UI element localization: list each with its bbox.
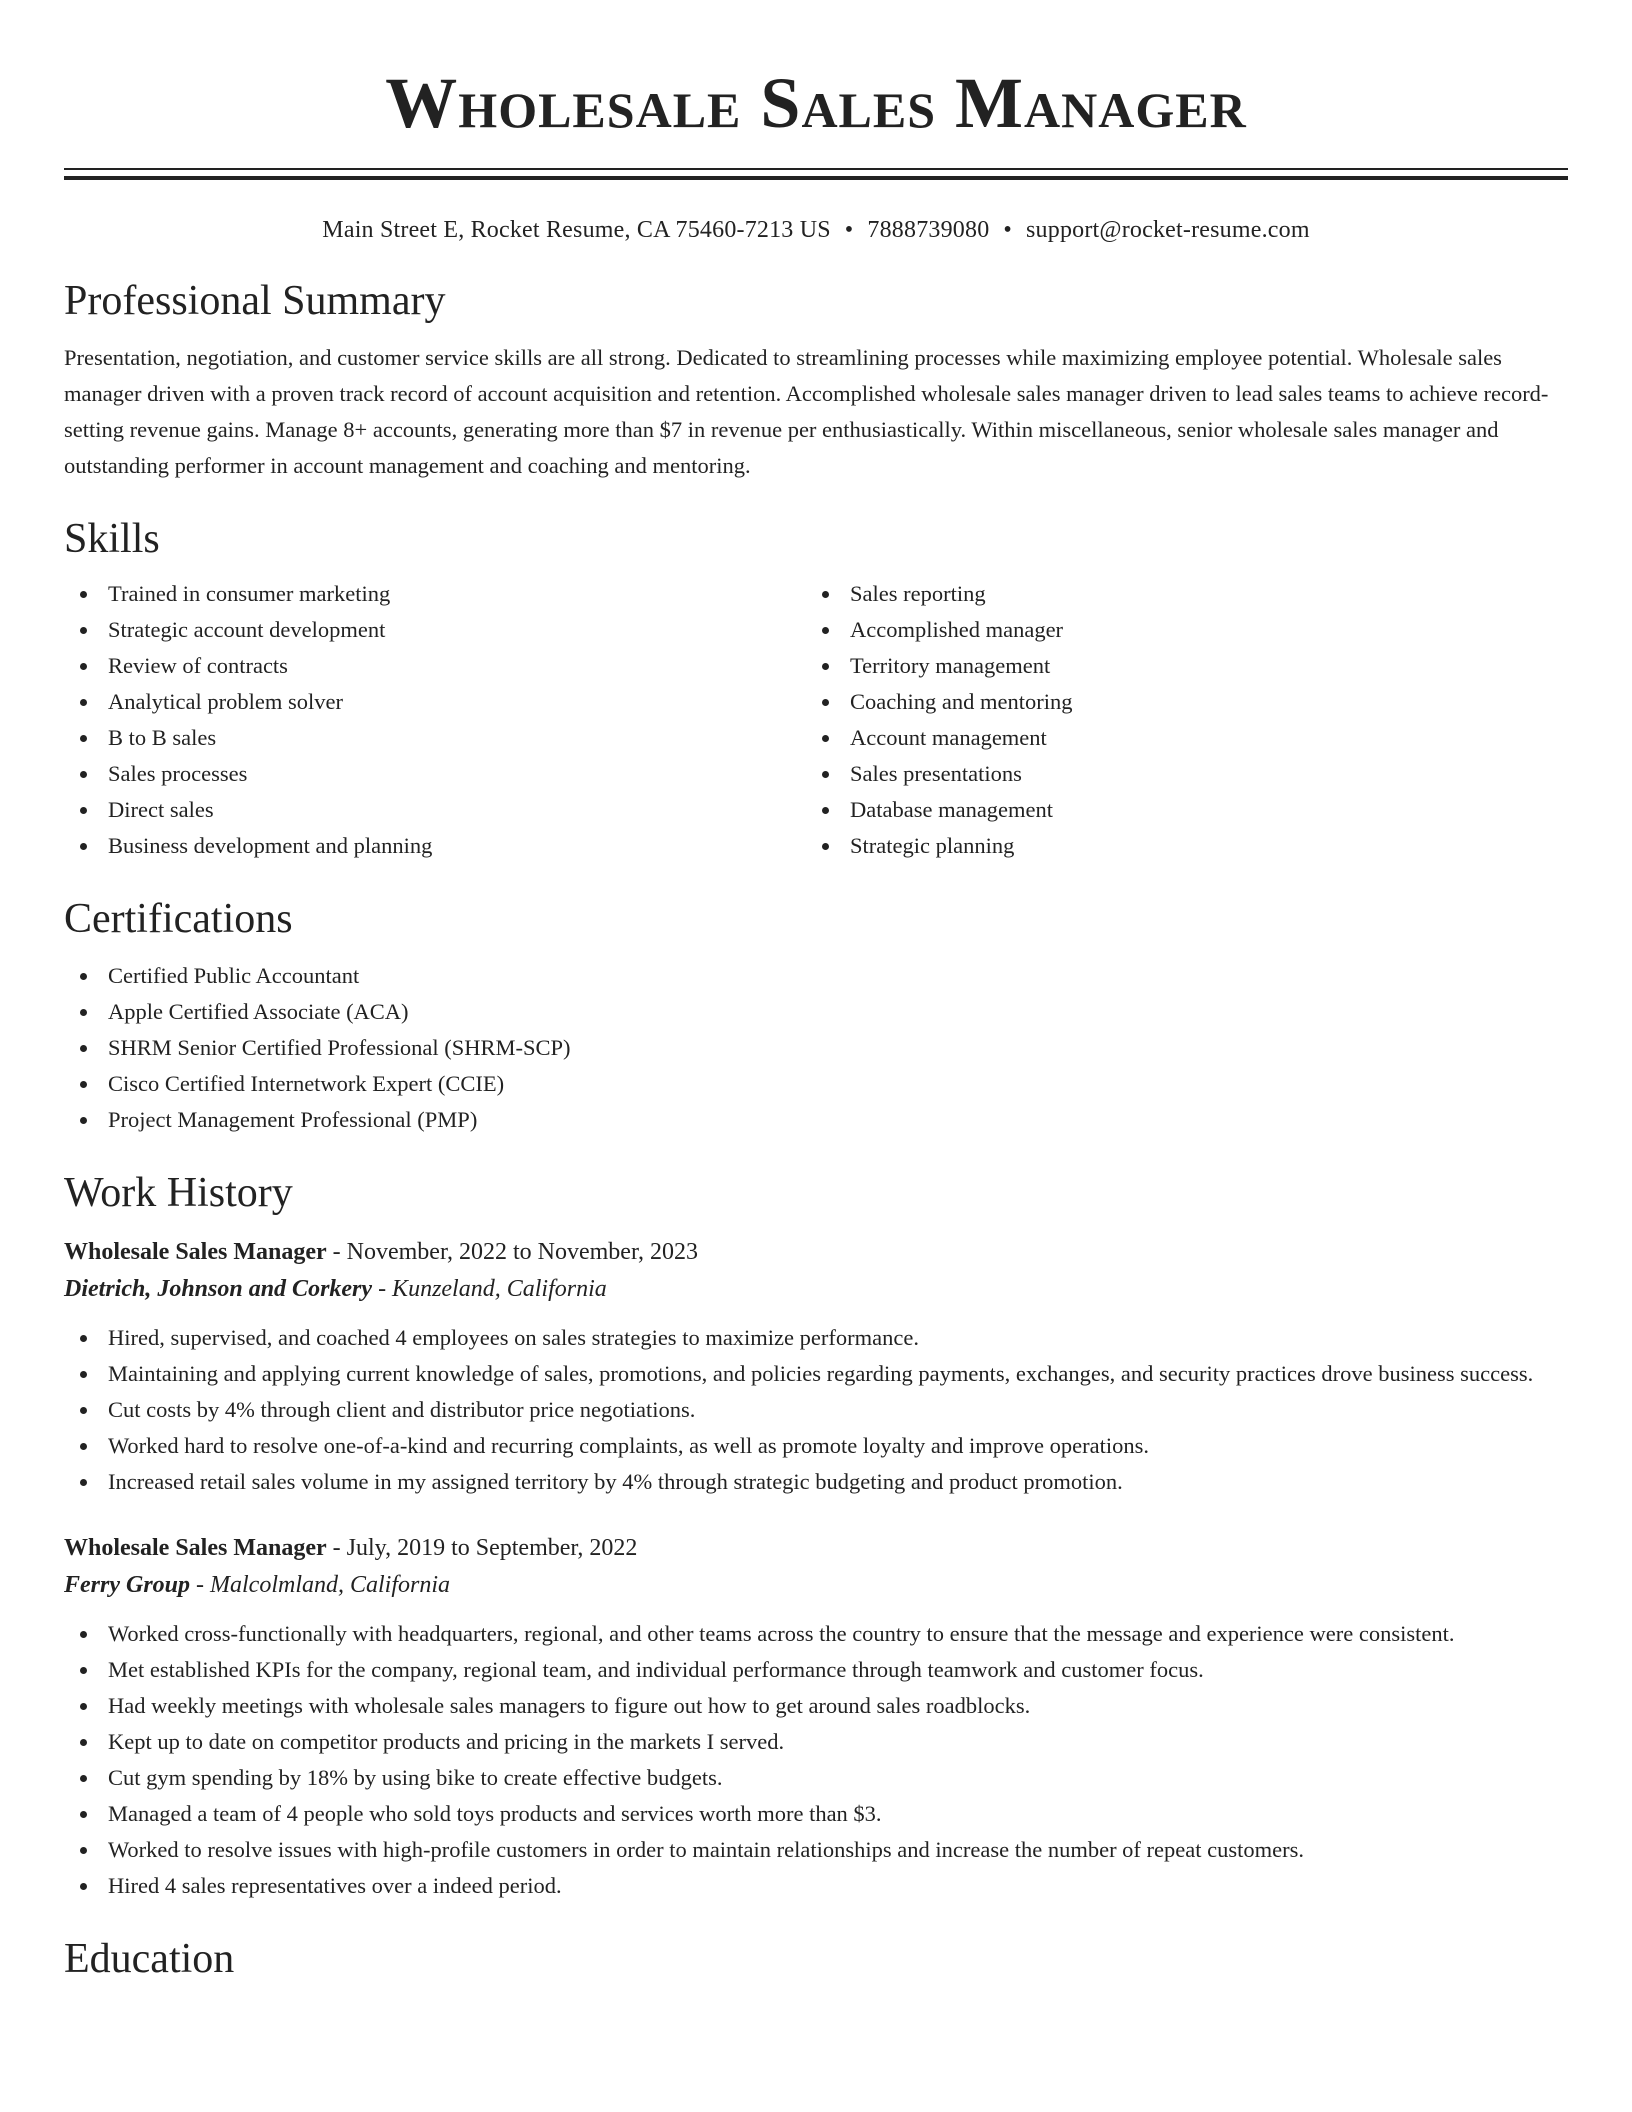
contact-phone: 7888739080 xyxy=(867,217,990,243)
section-heading-skills: Skills xyxy=(64,516,160,562)
certification-item: Cisco Certified Internetwork Expert (CCIE) xyxy=(64,1066,1568,1102)
skill-item: Strategic account development xyxy=(64,612,806,648)
job-title-line xyxy=(64,1234,1568,1270)
candidate-name: Wholesale Sales Manager xyxy=(385,63,1247,143)
skills-section xyxy=(64,512,1568,864)
skills-columns xyxy=(64,576,1568,864)
job-title-line xyxy=(64,1530,1568,1566)
job-bullet: Met established KPIs for the company, regional team, and individual performance through teamwork and customer focus. xyxy=(64,1652,1568,1688)
education-section xyxy=(64,1932,1568,1986)
employer-line xyxy=(64,1270,1568,1308)
skill-item: Business development and planning xyxy=(64,828,806,864)
job-bullet: Worked to resolve issues with high-profile customers in order to maintain relationships and increase the number of repeat customers. xyxy=(64,1832,1568,1868)
contact-line xyxy=(64,214,1568,246)
skill-item: Sales processes xyxy=(64,756,806,792)
job-dates: - July, 2019 to September, 2022 xyxy=(326,1535,638,1561)
job-title: Wholesale Sales Manager xyxy=(64,1535,327,1561)
resume-page xyxy=(64,0,1568,1986)
professional-summary-section xyxy=(64,274,1568,484)
work-history-section xyxy=(64,1166,1568,1904)
skill-item: Territory management xyxy=(806,648,1548,684)
job-bullet: Hired, supervised, and coached 4 employees on sales strategies to maximize performance. xyxy=(64,1320,1568,1356)
job-bullet: Cut gym spending by 18% by using bike to create effective budgets. xyxy=(64,1760,1568,1796)
employer-name: Dietrich, Johnson and Corkery xyxy=(64,1276,373,1302)
section-heading-certifications: Certifications xyxy=(64,896,293,942)
certification-item: Apple Certified Associate (ACA) xyxy=(64,994,1568,1030)
job-bullet: Managed a team of 4 people who sold toys products and services worth more than $3. xyxy=(64,1796,1568,1832)
job-bullet: Increased retail sales volume in my assigned territory by 4% through strategic budgeting and product promotion. xyxy=(64,1464,1568,1500)
skills-column-left xyxy=(64,576,806,864)
job-title: Wholesale Sales Manager xyxy=(64,1239,327,1265)
employer-location: - Malcolmland, California xyxy=(190,1572,451,1598)
job-bullet: Kept up to date on competitor products and pricing in the markets I served. xyxy=(64,1724,1568,1760)
skill-item: Sales reporting xyxy=(806,576,1548,612)
contact-address: Main Street E, Rocket Resume, CA 75460-7213 US xyxy=(322,217,831,243)
header-divider-thick xyxy=(64,176,1568,180)
job-bullet: Hired 4 sales representatives over a indeed period. xyxy=(64,1868,1568,1904)
skill-item: Sales presentations xyxy=(806,756,1548,792)
skills-column-right xyxy=(806,576,1548,864)
header-divider-thin xyxy=(64,168,1568,170)
skill-item: Coaching and mentoring xyxy=(806,684,1548,720)
skill-item: Strategic planning xyxy=(806,828,1548,864)
certification-item: Project Management Professional (PMP) xyxy=(64,1102,1568,1138)
job-bullet: Cut costs by 4% through client and distributor price negotiations. xyxy=(64,1392,1568,1428)
section-heading-education: Education xyxy=(64,1936,235,1982)
skill-item: B to B sales xyxy=(64,720,806,756)
skill-item: Database management xyxy=(806,792,1548,828)
job-entry xyxy=(64,1234,1568,1500)
job-entry xyxy=(64,1530,1568,1904)
skill-item: Direct sales xyxy=(64,792,806,828)
skill-item: Accomplished manager xyxy=(806,612,1548,648)
certification-list xyxy=(64,958,1568,1138)
section-heading-work-history: Work History xyxy=(64,1170,293,1216)
certification-item: SHRM Senior Certified Professional (SHRM-SCP) xyxy=(64,1030,1568,1066)
job-bullet: Worked hard to resolve one-of-a-kind and recurring complaints, as well as promote loyalty and improve operations. xyxy=(64,1428,1568,1464)
employer-name: Ferry Group xyxy=(64,1572,191,1598)
job-bullets xyxy=(64,1320,1568,1500)
job-bullet: Had weekly meetings with wholesale sales managers to figure out how to get around sales roadblocks. xyxy=(64,1688,1568,1724)
summary-text: Presentation, negotiation, and customer service skills are all strong. Dedicated to streamlining processes while maximizing employee potential. Wholesale sales manager driven with a proven track record of account acquisition and retention. Accomplished wholesale sales manager driven to lead sales teams to achieve record-setting revenue gains. Manage 8+ accounts, generating more than $7 in revenue per enthusiastically. Within miscellaneous, senior wholesale sales manager and outstanding performer in account management and coaching and mentoring. xyxy=(64,345,1549,478)
section-heading-summary: Professional Summary xyxy=(64,278,446,324)
job-bullet: Worked cross-functionally with headquarters, regional, and other teams across the country to ensure that the message and experience were consistent. xyxy=(64,1616,1568,1652)
skill-item: Account management xyxy=(806,720,1548,756)
contact-separator: • xyxy=(844,217,854,243)
certifications-section xyxy=(64,892,1568,1138)
skill-item: Analytical problem solver xyxy=(64,684,806,720)
contact-separator: • xyxy=(1003,217,1013,243)
certification-item: Certified Public Accountant xyxy=(64,958,1568,994)
skill-item: Review of contracts xyxy=(64,648,806,684)
job-bullets xyxy=(64,1616,1568,1904)
skill-item: Trained in consumer marketing xyxy=(64,576,806,612)
employer-line xyxy=(64,1566,1568,1604)
employer-location: - Kunzeland, California xyxy=(372,1276,607,1302)
contact-email: support@rocket-resume.com xyxy=(1026,217,1310,243)
job-dates: - November, 2022 to November, 2023 xyxy=(326,1239,698,1265)
job-bullet: Maintaining and applying current knowledge of sales, promotions, and policies regarding payments, exchanges, and security practices drove business success. xyxy=(64,1356,1568,1392)
